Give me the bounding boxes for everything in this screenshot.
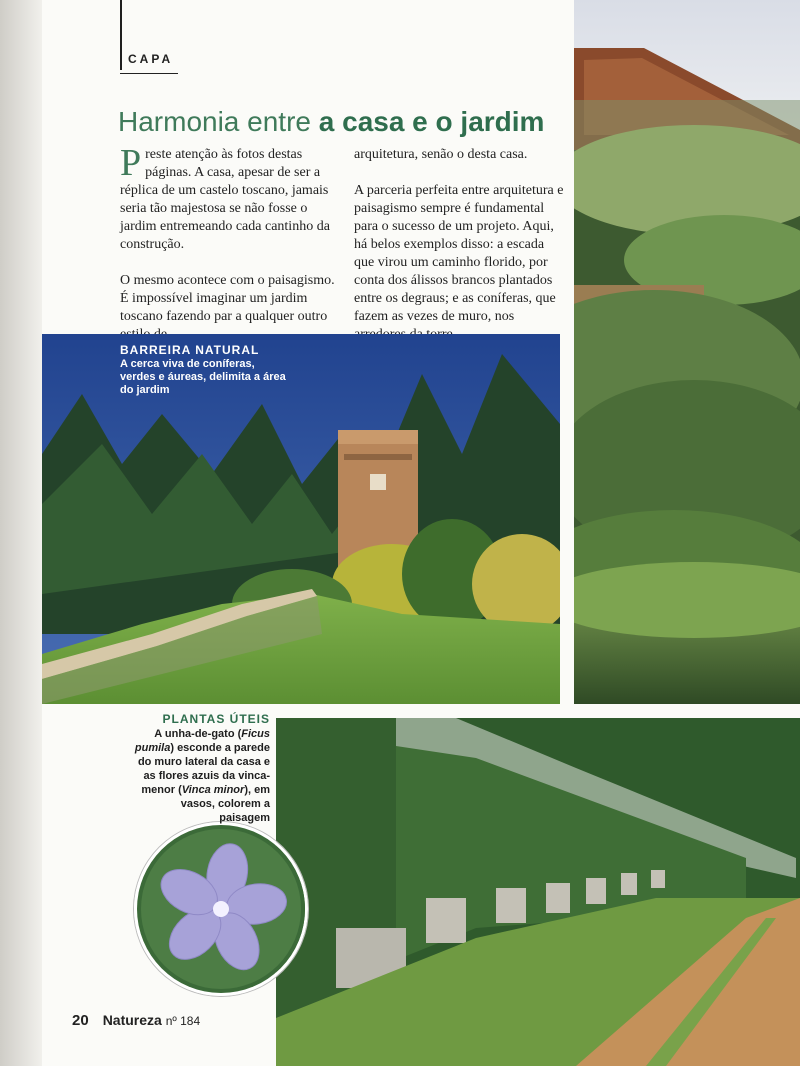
page-number: 20 (72, 1012, 89, 1029)
photo-vinca-flower (134, 822, 308, 996)
paragraph-1 (120, 142, 338, 254)
caption-plantas-uteis (130, 712, 270, 825)
paragraph-3: arquitetura, senão o desta casa. (354, 147, 528, 162)
drop-cap: P (120, 142, 142, 184)
paragraph-2: O mesmo acontece com o paisagismo. É impossível imaginar um jardim toscano fazendo par a qualquer outro (120, 273, 335, 324)
magazine-title: Natureza (102, 1012, 162, 1028)
article-headline (118, 106, 578, 138)
vinca-flower-illustration (137, 825, 305, 993)
headline-part2: a casa e o jardim (318, 106, 545, 137)
caption-text-2: ) esconde a parede do muro lateral da casa e as flores azuis da vinca-menor ( (137, 742, 270, 796)
photo-hedges-house (574, 0, 800, 704)
section-tag (120, 48, 173, 70)
paragraph-1-text: reste atenção às fotos destas páginas. A casa, apesar de ser a réplica de um castelo toscano, jamais seria tão majestosa se não fosse o jardim entremeando cada cantinho da construção. (120, 147, 330, 252)
caption-text-1: A unha-de-gato ( (154, 728, 242, 740)
species-ficus: Ficus pumila (134, 728, 270, 754)
photo-ivy-wall (276, 718, 800, 1066)
caption-title: PLANTAS ÚTEIS (162, 712, 270, 726)
text-column-1 (120, 142, 338, 362)
section-rule (120, 0, 122, 70)
magazine-name (103, 1012, 200, 1028)
page-gutter (0, 0, 42, 1066)
page-footer (72, 1012, 200, 1029)
ivy-wall-illustration (276, 718, 800, 1066)
paragraph-4: A parceria perfeita entre arquitetura e paisagismo sempre é fundamental para o sucesso de um projeto. Aqui, há belos exemplos disso: a escada que virou um caminho florido, por conta dos álissos brancos plantados entre os degraus; e as coníferas, que fazem as vezes de muro, nos (354, 183, 564, 324)
headline-part1: Harmonia entre (118, 106, 319, 137)
issue-number: nº 184 (165, 1014, 201, 1028)
species-vinca: Vinca minor (181, 784, 245, 796)
caption-text (130, 727, 270, 825)
caption-title: BARREIRA NATURAL (120, 343, 260, 357)
text-column-2 (354, 146, 564, 362)
section-underline (120, 73, 178, 74)
caption-text-3: ), em vasos, colorem a paisagem (180, 784, 270, 824)
section-label: CAPA (128, 52, 174, 66)
caption-text: A cerca viva de coníferas, verdes e áureas, delimita a área do jardim (120, 358, 286, 396)
caption-barreira-natural (120, 344, 290, 397)
hedges-house-illustration (574, 0, 800, 704)
